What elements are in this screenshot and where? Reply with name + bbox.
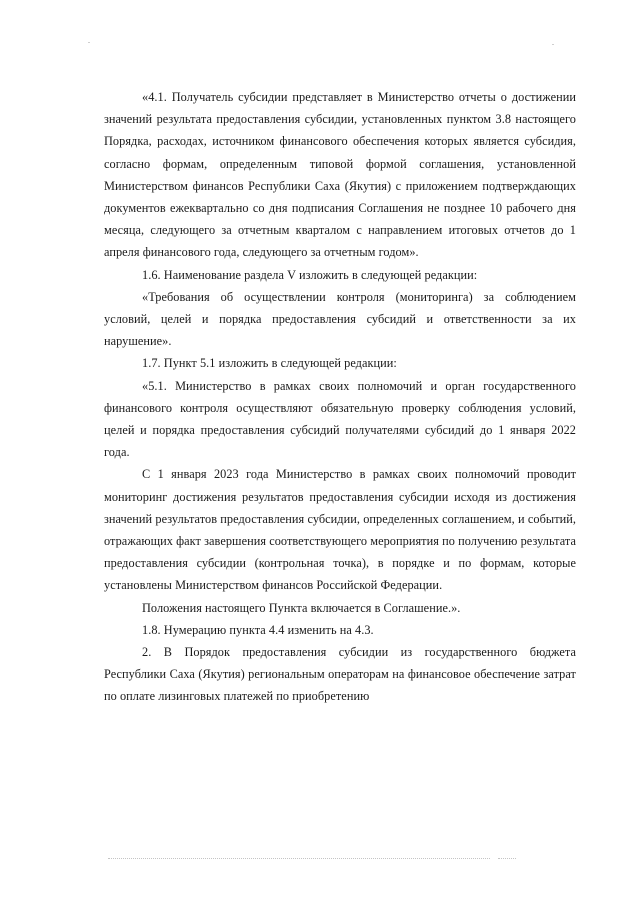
footer-divider — [498, 858, 516, 859]
footer-divider — [108, 858, 490, 859]
paragraph-1-8: 1.8. Нумерацию пункта 4.4 изменить на 4.3. — [142, 622, 374, 637]
paragraph-agreement: Положения настоящего Пункта включается в Соглашение.». — [142, 600, 461, 615]
paragraph-section-title: «Требования об осуществлении контроля (мониторинга) за соблюдением условий, целей и порядка предоставления субсидий и ответственности за их нарушение». — [104, 289, 576, 349]
paragraph-1-7: 1.7. Пункт 5.1 изложить в следующей редакции: — [142, 356, 397, 371]
paragraph-5-1: «5.1. Министерство в рамках своих полномочий и орган государственного финансового контроля осуществляют обязательную проверку соблюдения условий, целей и порядка предоставления субсидий получателями субсидий до 1 января 2022 года. — [104, 378, 576, 460]
paragraph-monitoring: С 1 января 2023 года Министерство в рамках своих полномочий проводит мониторинг достижения результатов предоставления субсидии исходя из достижения значений результатов предоставления субсидии, определенных соглашением, и событий, отражающих факт завершения соответствующего мероприятия по получению результата предоставления субсидии (контрольная точка), в порядке и по формам, которые установлены Министерством финансов Российской Федерации. — [104, 467, 576, 593]
paragraph-1-6: 1.6. Наименование раздела V изложить в следующей редакции: — [142, 267, 478, 282]
scan-artifact — [552, 44, 554, 45]
paragraph-4-1: «4.1. Получатель субсидии представляет в Министерство отчеты о достижении значений результата предоставления субсидии, установленных пунктом 3.8 настоящего Порядка, расходах, источником финансового обеспечения которых является субсидия, согласно формам, определенным типовой формой соглашения, установленной Министерством финансов Республики Саха (Якутия) с приложением подтверждающих документов ежеквартально со дня подписания Соглашения не позднее 10 рабочего дня месяца, следующего за отчетным кварталом с направлением итоговых отчетов до 1 апреля финансового года, следующего за отчетным годом». — [104, 90, 576, 260]
scan-artifact — [88, 42, 90, 43]
document-body — [104, 86, 576, 708]
paragraph-2: 2. В Порядок предоставления субсидии из государственного бюджета Республики Саха (Якутия) региональным операторам на финансовое обеспечение затрат по оплате лизинговых платежей по приобретению — [104, 645, 576, 704]
